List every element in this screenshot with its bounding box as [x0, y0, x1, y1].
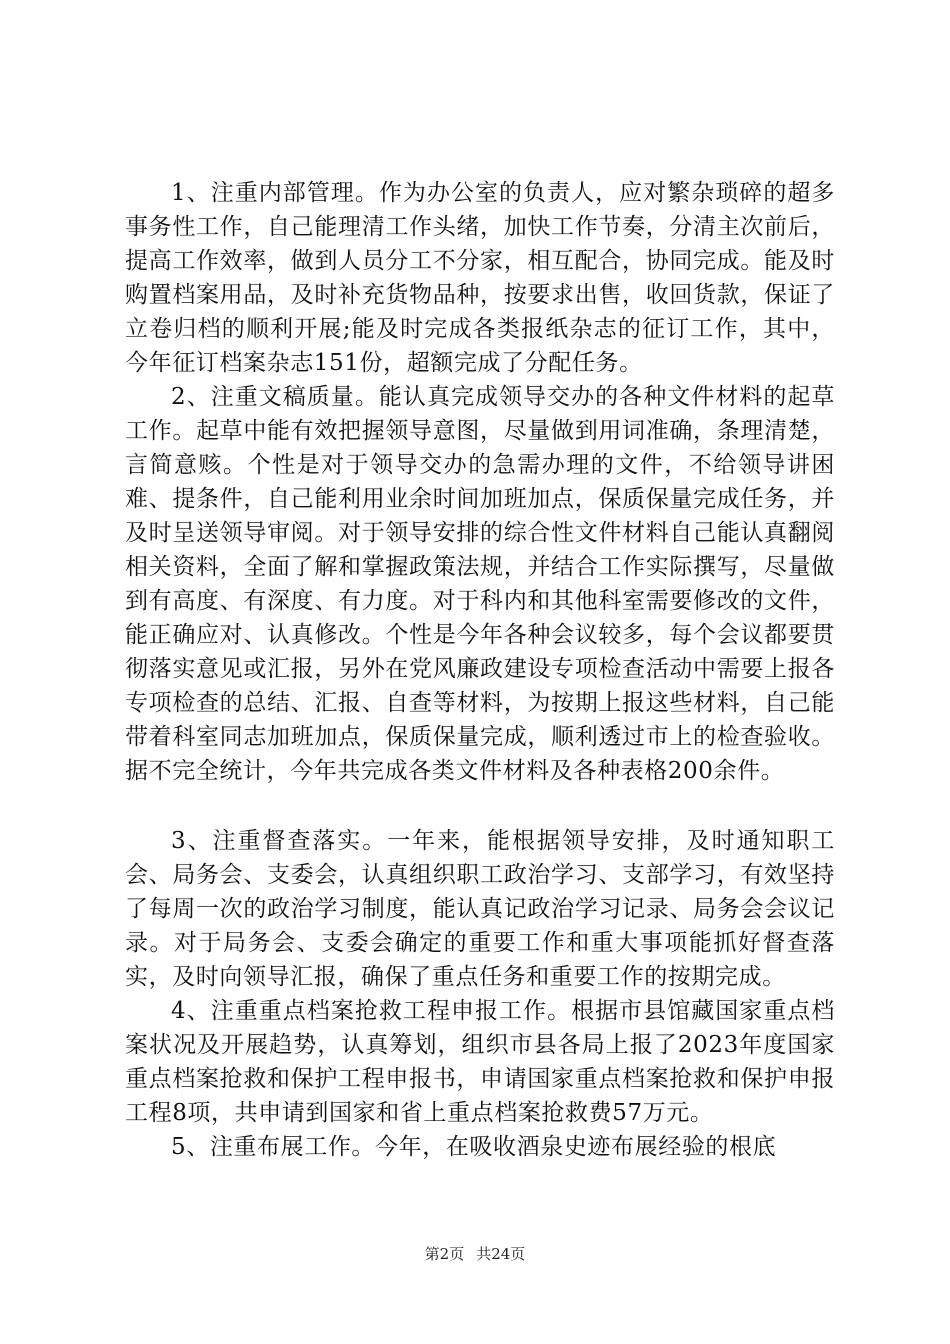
paragraph-internal-management: 1、注重内部管理。作为办公室的负责人，应对繁杂琐碎的超多事务性工作，自己能理清工作头绪，加快工作节奏，分清主次前后，提高工作效率，做到人员分工不分家，相互配合，协同完成。能及时购置档案用品，及时补充货物品种，按要求出售，收回货款，保证了立卷归档的顺利开展;能及时完成各类报纸杂志的征订工作，其中，今年征订档案杂志151份，超额完成了分配任务。: [125, 180, 835, 376]
paragraph-archive-rescue: 4、注重重点档案抢救工程申报工作。根据市县馆藏国家重点档案状况及开展趋势，认真筹划，组织市县各局上报了2023年度国家重点档案抢救和保护工程申报书，申请国家重点档案抢救和保护申报工程8项，共申请到国家和省上重点档案抢救费57万元。: [125, 998, 835, 1126]
paragraph-manuscript-quality: 2、注重文稿质量。能认真完成领导交办的各种文件材料的起草工作。起草中能有效把握领导意图，尽量做到用词准确，条理清楚，言简意赅。个性是对于领导交办的急需办理的文件，不给领导讲困难、提条件，自己能利用业余时间加班加点，保质保量完成任务，并及时呈送领导审阅。对于领导安排的综合性文件材料自己能认真翻阅相关资料，全面了解和掌握政策法规，并结合工作实际撰写，尽量做到有高度、有深度、有力度。对于科内和其他科室需要修改的文件，能正确应对、认真修改。个性是今年各种会议较多，每个会议都要贯彻落实意见或汇报，另外在党风廉政建设专项检查活动中需要上报各专项检查的总结、汇报、自查等材料，为按期上报这些材料，自己能带着科室同志加班加点，保质保量完成，顺利透过市上的检查验收。据不完全统计，今年共完成各类文件材料及各种表格200余件。: [125, 384, 835, 784]
page-number: 第2页: [424, 1245, 465, 1263]
paragraph-supervision: 3、注重督查落实。一年来，能根据领导安排，及时通知职工会、局务会、支委会，认真组织职工政治学习、支部学习，有效坚持了每周一次的政治学习制度，能认真记政治学习记录、局务会会议记录。对于局务会、支委会确定的重要工作和重大事项能抓好督查落实，及时向领导汇报，确保了重点任务和重要工作的按期完成。: [125, 828, 835, 990]
document-body: [125, 176, 835, 1164]
page-total: 共24页: [476, 1245, 526, 1263]
paragraph-exhibition: 5、注重布展工作。今年，在吸收酒泉史迹布展经验的根底: [171, 1134, 777, 1160]
page-footer: [0, 1244, 950, 1264]
